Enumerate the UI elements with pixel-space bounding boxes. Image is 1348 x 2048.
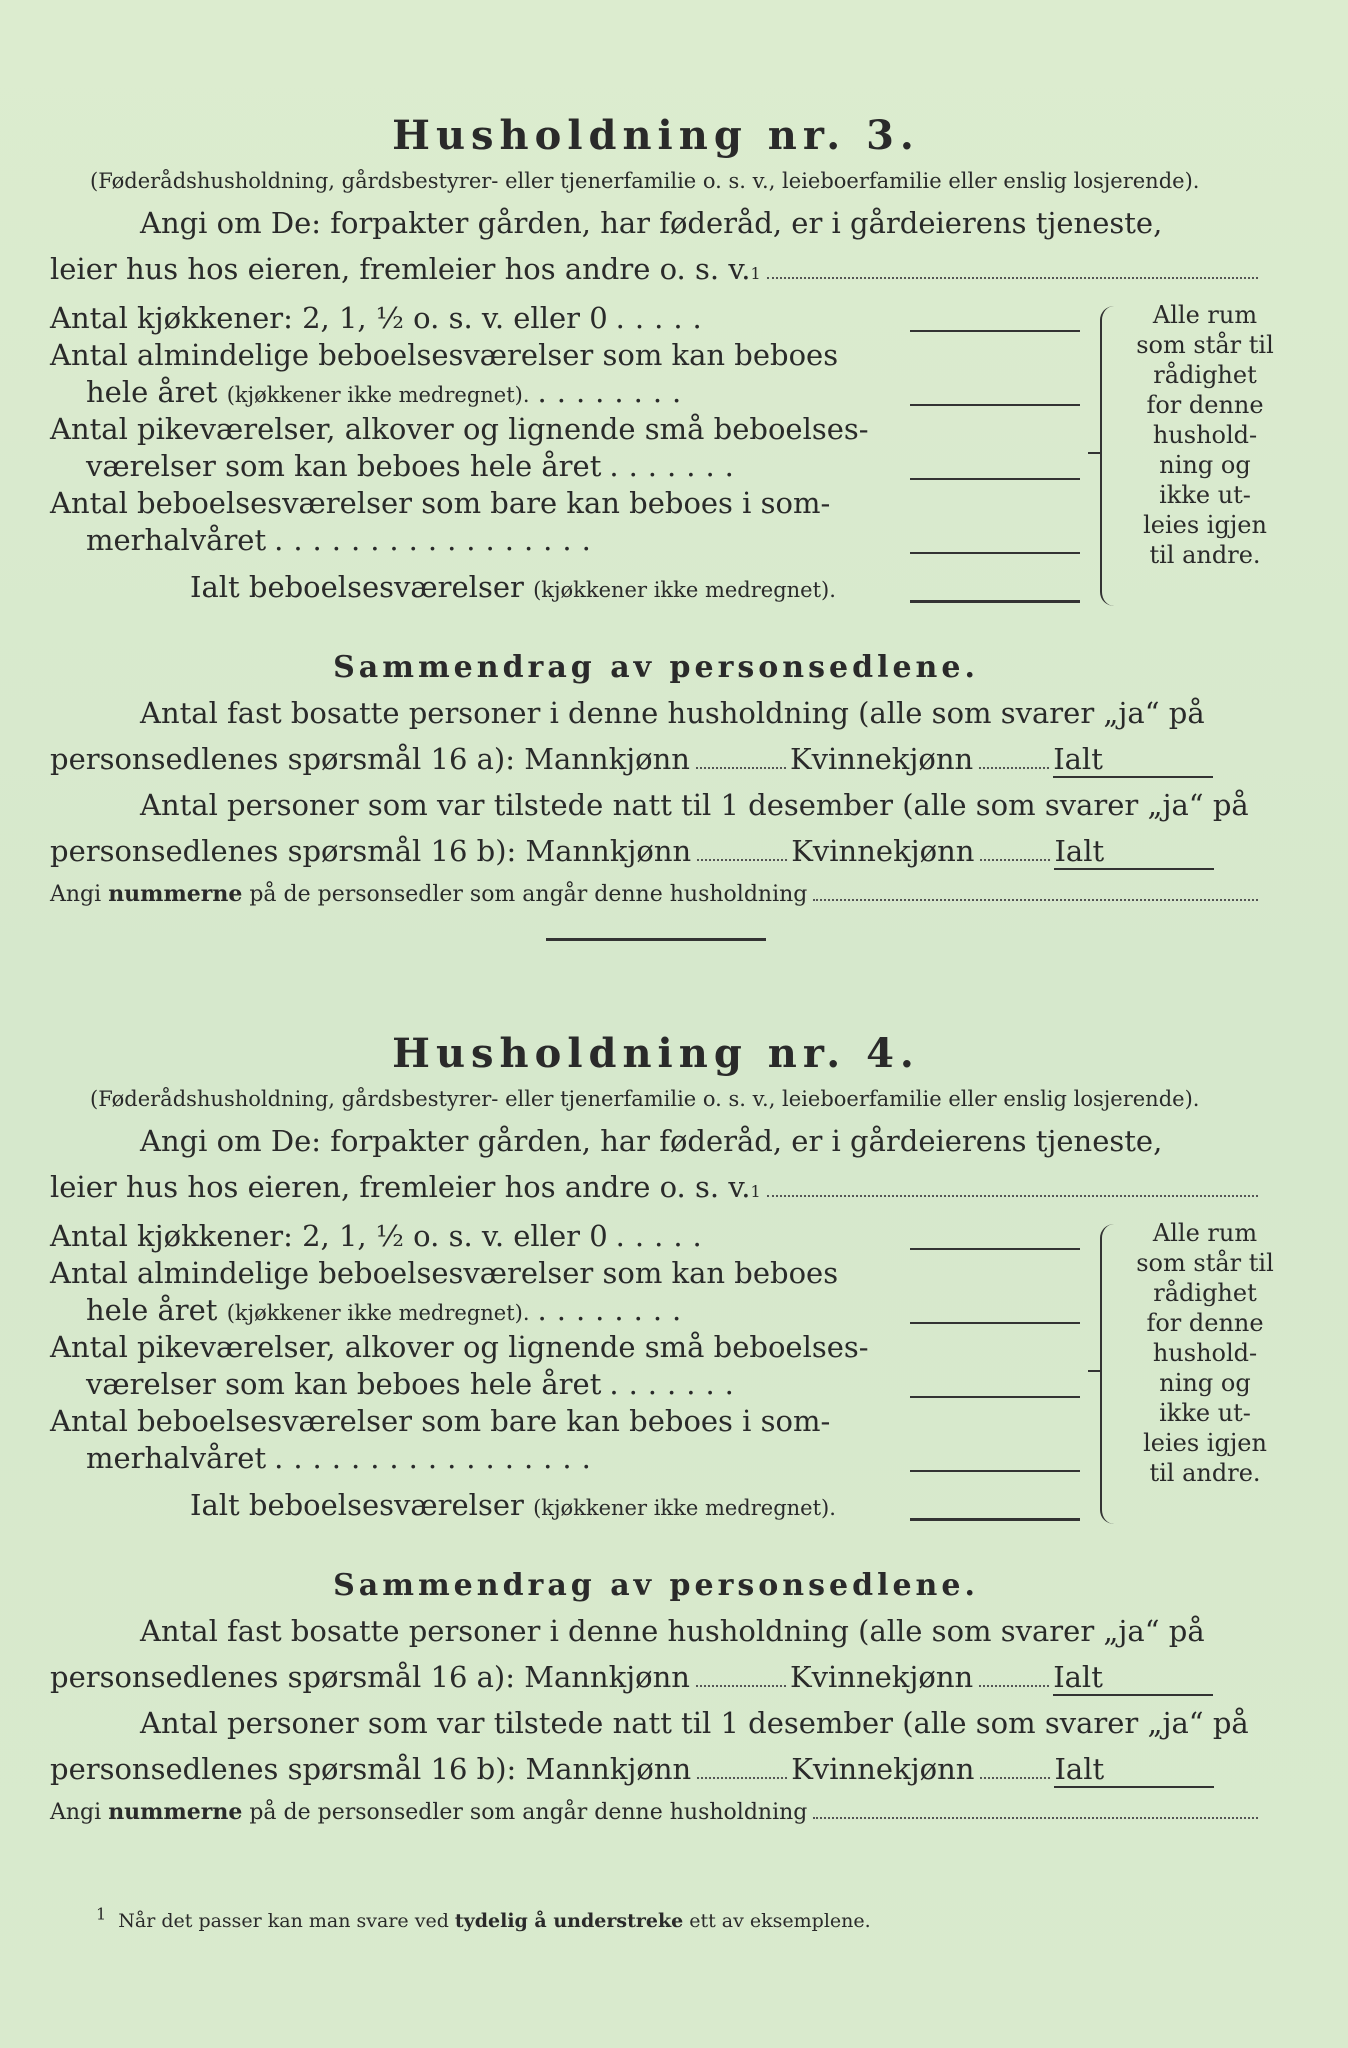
rooms-questions: Antal kjøkkener: 2, 1, ½ o. s. v. eller 0 ..... Antal almindelige beboelsesværelser som kan beboes hele året (kjøkkener ikke medregnet). ........ Antal pikeværelser, alkover og lignende små beboelses- værelser som kan beboes hele året ....... Antal beboelsesværelser som bare kan beboes i som- merhalvåret ................. Ialt beboelsesværelser (kjøkkener ikke medregnet). bbox=[50, 1218, 1090, 1524]
fixed-residents-row: personsedlenes spørsmål 16 a): Mannkjønn Kvinnekjønn Ialt bbox=[50, 736, 1262, 782]
maid-rooms-question: Antal pikeværelser, alkover og lignende små beboelses- bbox=[50, 1330, 869, 1364]
occupancy-answer-field[interactable] bbox=[767, 1194, 1258, 1197]
person-numbers-row: Angi nummerne på de personsedler som angår denne husholdning bbox=[50, 874, 1262, 914]
kitchens-question: Antal kjøkkener: 2, 1, ½ o. s. v. eller 0 ..... bbox=[50, 301, 712, 335]
fixed-female-field[interactable] bbox=[979, 1684, 1049, 1687]
household-3-section: Husholdning nr. 3. (Føderådshusholdning, gårdsbestyrer- eller tjenerfamilie o. s. v., leieboerfamilie eller enslig losjerende). Angi om De: forpakter gården, har føderåd, er i gårdeierens tjeneste, leier hus hos eieren, fremleier hos andre o. s. v. 1 Antal kjøkkener: 2, 1, ½ o. s. v. eller 0 ..... Antal almindelige beboelsesværelser som kan beboes hele året (kjøkkener ikke medregnet). ........ Antal pikeværelser, alkover og lignende små beboelses- værelser som kan beboes hele året ....... Antal beboelsesværelser som bare kan beboes i som- merhalvåret ................. Ialt beboelsesværelser (kjøkkener ikke medregnet). Alle rum som står til rådighet for denne hushold- ning og ikke ut- leies igjen til andre. Sammendrag av personsedlene. Antal fast bosatte personer i denne husholdning (alle som svarer „ja“ på personsedlenes spørsmål 16 a): Mannkjønn Kvinnekjønn Ialt Antal personer som var tilstede natt til 1 desember (alle som svarer „ja“ på personsedlenes spørsmål 16 b): Mannkjønn Kvinnekjønn Ialt Angi nummerne på de personsedler som angår denne husholdning bbox=[50, 108, 1262, 961]
angi-line-2: leier hus hos eieren, fremleier hos andre o. s. v. 1 bbox=[50, 246, 1262, 292]
person-numbers-row: Angi nummerne på de personsedler som angår denne husholdning bbox=[50, 1792, 1262, 1832]
summer-rooms-answer-field[interactable] bbox=[910, 552, 1080, 554]
rooms-note: Alle rum som står til rådighet for denne hushold- ning og ikke ut- leies igjen til andre. bbox=[1136, 1219, 1274, 1487]
ordinary-rooms-question: Antal almindelige beboelsesværelser som kan beboes bbox=[50, 338, 839, 372]
maid-rooms-answer-field[interactable] bbox=[910, 1396, 1080, 1398]
kitchens-question: Antal kjøkkener: 2, 1, ½ o. s. v. eller 0 ..... bbox=[50, 1219, 712, 1253]
rooms-block bbox=[50, 300, 1274, 640]
kitchens-answer-field[interactable] bbox=[910, 330, 1080, 332]
total-rooms-answer-field[interactable] bbox=[910, 1518, 1080, 1521]
summary-heading: Sammendrag av personsedlene. bbox=[333, 650, 979, 685]
present-total-field[interactable]: Ialt bbox=[1054, 828, 1214, 874]
angi-line-2: leier hus hos eieren, fremleier hos andre o. s. v. 1 bbox=[50, 1164, 1262, 1210]
household-title: Husholdning nr. 4. bbox=[392, 1030, 920, 1077]
curly-brace-icon bbox=[1100, 1224, 1116, 1524]
total-rooms-question: Ialt beboelsesværelser (kjøkkener ikke medregnet). bbox=[190, 570, 836, 604]
kitchens-answer-field[interactable] bbox=[910, 1248, 1080, 1250]
rooms-note: Alle rum som står til rådighet for denne hushold- ning og ikke ut- leies igjen til andre. bbox=[1136, 301, 1274, 569]
rooms-questions: Antal kjøkkener: 2, 1, ½ o. s. v. eller 0 ..... Antal almindelige beboelsesværelser som kan beboes hele året (kjøkkener ikke medregnet). ........ Antal pikeværelser, alkover og lignende små beboelses- værelser som kan beboes hele året ....... Antal beboelsesværelser som bare kan beboes i som- merhalvåret ................. Ialt beboelsesværelser (kjøkkener ikke medregnet). bbox=[50, 300, 1090, 606]
household-subtitle: (Føderådshusholdning, gårdsbestyrer- eller tjenerfamilie o. s. v., leieboerfamilie eller enslig losjerende). bbox=[90, 169, 1200, 193]
household-subtitle: (Føderådshusholdning, gårdsbestyrer- eller tjenerfamilie o. s. v., leieboerfamilie eller enslig losjerende). bbox=[90, 1087, 1200, 1111]
fixed-total-field[interactable]: Ialt bbox=[1053, 1654, 1213, 1700]
person-numbers-field[interactable] bbox=[813, 1816, 1258, 1819]
curly-brace-icon bbox=[1100, 306, 1116, 606]
household-title: Husholdning nr. 3. bbox=[392, 112, 920, 159]
summer-rooms-question: Antal beboelsesværelser som bare kan beboes i som- bbox=[50, 1404, 831, 1438]
present-persons-row: personsedlenes spørsmål 16 b): Mannkjønn Kvinnekjønn Ialt bbox=[50, 1746, 1262, 1792]
ordinary-rooms-question: Antal almindelige beboelsesværelser som kan beboes bbox=[50, 1256, 839, 1290]
fixed-total-field[interactable]: Ialt bbox=[1053, 736, 1213, 782]
fixed-residents-row: personsedlenes spørsmål 16 a): Mannkjønn Kvinnekjønn Ialt bbox=[50, 1654, 1262, 1700]
ordinary-rooms-answer-field[interactable] bbox=[910, 1322, 1080, 1324]
present-total-field[interactable]: Ialt bbox=[1054, 1746, 1214, 1792]
present-persons-row: personsedlenes spørsmål 16 b): Mannkjønn Kvinnekjønn Ialt bbox=[50, 828, 1262, 874]
present-male-field[interactable] bbox=[697, 1776, 787, 1779]
maid-rooms-answer-field[interactable] bbox=[910, 478, 1080, 480]
present-female-field[interactable] bbox=[980, 858, 1050, 861]
fixed-male-field[interactable] bbox=[696, 1684, 786, 1687]
angi-line-1: Angi om De: forpakter gården, har føderåd, er i gårdeierens tjeneste, bbox=[140, 1124, 1163, 1158]
summer-rooms-question: Antal beboelsesværelser som bare kan beboes i som- bbox=[50, 486, 831, 520]
ordinary-rooms-answer-field[interactable] bbox=[910, 404, 1080, 406]
angi-line-1: Angi om De: forpakter gården, har føderåd, er i gårdeierens tjeneste, bbox=[140, 206, 1163, 240]
footnote: $^1$ Når det passer kan man svare ved tydelig å understreke ett av eksemplene. bbox=[96, 1904, 871, 1932]
total-rooms-answer-field[interactable] bbox=[910, 600, 1080, 603]
summary-heading: Sammendrag av personsedlene. bbox=[333, 1568, 979, 1603]
person-numbers-field[interactable] bbox=[813, 898, 1258, 901]
present-female-field[interactable] bbox=[980, 1776, 1050, 1779]
maid-rooms-question: Antal pikeværelser, alkover og lignende små beboelses- bbox=[50, 412, 869, 446]
total-rooms-question: Ialt beboelsesværelser (kjøkkener ikke medregnet). bbox=[190, 1488, 836, 1522]
occupancy-answer-field[interactable] bbox=[767, 276, 1258, 279]
section-divider bbox=[546, 938, 766, 941]
rooms-block bbox=[50, 1218, 1274, 1558]
fixed-female-field[interactable] bbox=[979, 766, 1049, 769]
household-4-section: Husholdning nr. 4. (Føderådshusholdning, gårdsbestyrer- eller tjenerfamilie o. s. v., leieboerfamilie eller enslig losjerende). Angi om De: forpakter gården, har føderåd, er i gårdeierens tjeneste, leier hus hos eieren, fremleier hos andre o. s. v. 1 Antal kjøkkener: 2, 1, ½ o. s. v. eller 0 ..... Antal almindelige beboelsesværelser som kan beboes hele året (kjøkkener ikke medregnet). ........ Antal pikeværelser, alkover og lignende små beboelses- værelser som kan beboes hele året ....... Antal beboelsesværelser som bare kan beboes i som- merhalvåret ................. Ialt beboelsesværelser (kjøkkener ikke medregnet). Alle rum som står til rådighet for denne hushold- ning og ikke ut- leies igjen til andre. Sammendrag av personsedlene. Antal fast bosatte personer i denne husholdning (alle som svarer „ja“ på personsedlenes spørsmål 16 a): Mannkjønn Kvinnekjønn Ialt Antal personer som var tilstede natt til 1 desember (alle som svarer „ja“ på personsedlenes spørsmål 16 b): Mannkjønn Kvinnekjønn Ialt Angi nummerne på de personsedler som angår denne husholdning bbox=[50, 1026, 1262, 1832]
summer-rooms-answer-field[interactable] bbox=[910, 1470, 1080, 1472]
present-male-field[interactable] bbox=[697, 858, 787, 861]
fixed-male-field[interactable] bbox=[696, 766, 786, 769]
